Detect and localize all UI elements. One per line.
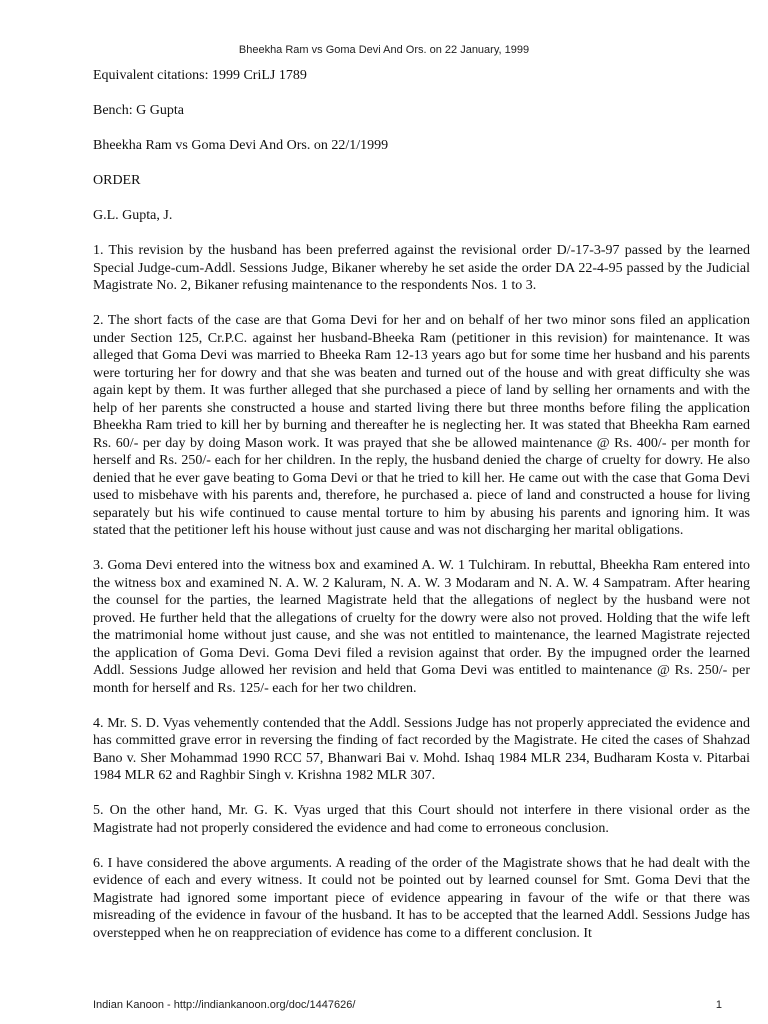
paragraph: 4. Mr. S. D. Vyas vehemently contended that the Addl. Sessions Judge has not properly appreciated the evidence and has committed grave error in reversing the finding of fact recorded by the Magistrate. He cited the cases of Shahzad Bano v. Sher Mohammad 1990 RCC 57, Bhanwari Bai v. Mohd. Ishaq 1984 MLR 234, Budharam Kosta v. Pitarbai 1984 MLR 62 and Raghbir Singh v. Krishna 1982 MLR 307.	[93, 715, 750, 783]
case-title-line: Bheekha Ram vs Goma Devi And Ors. on 22/1/1999	[93, 138, 389, 153]
paragraph: 1. This revision by the husband has been preferred against the revisional order D/-17-3-97 passed by the learned Special Judge-cum-Addl. Sessions Judge, Bikaner whereby he set aside the order DA 22-4-95 passed by the Judicial Magistrate No. 2, Bikaner refusing maintenance to the respondents Nos. 1 to 3.	[93, 243, 750, 293]
judge-line: G.L. Gupta, J.	[93, 208, 173, 223]
paragraph: 2. The short facts of the case are that Goma Devi for her and on behalf of her two minor sons filed an application under Section 125, Cr.P.C. against her husband-Bheeka Ram (petitioner in this revision) for maintenance. It was alleged that Goma Devi was married to Bheeka Ram 12-13 years ago but for some time her husband and his parents were torturing her for dowry and that she was beaten and turned out of the house and with great difficulty she was again kept by them. It was further alleged that she purchased a piece of land by selling her ornaments and with the help of her parents she constructed a house and started living there but three months before filing the application Bheekha Ram tried to kill her by burning and thereafter he is neglecting her. It was stated that Bheekha Ram earned Rs. 60/- per day by doing Mason work. It was prayed that she be allowed maintenance @ Rs. 400/- per month for herself and Rs. 250/- each for her children. In the reply, the husband denied the charge of cruelty for dowry. He also denied that he ever gave beating to Goma Devi or that he tried to kill her. He came out with the case that Goma Devi used to misbehave with his parents and, therefore, he purchased a. piece of land and constructed a house for living separately but his wife continued to cause mental torture to him by abusing his parents and ignoring him. It was stated that the petitioner left his house without just cause and was not discharging her marital obligations.	[93, 313, 750, 538]
paragraph: 6. I have considered the above arguments. A reading of the order of the Magistrate shows that he had dealt with the evidence of each and every witness. It could not be pointed out by learned counsel for Smt. Goma Devi that the Magistrate had ignored some important piece of evidence appearing in favour of the wife or that there was misreading of the evidence in favour of the husband. It has to be accepted that the learned Addl. Sessions Judge has overstepped when he on reappreciation of evidence has come to a different conclusion. It	[93, 855, 750, 941]
page-number: 1	[715, 999, 722, 1011]
citations-line: Equivalent citations: 1999 CriLJ 1789	[93, 68, 307, 83]
page-header: Bheekha Ram vs Goma Devi And Ors. on 22 January, 1999	[238, 44, 530, 56]
page-footer	[93, 999, 722, 1011]
order-heading: ORDER	[93, 173, 141, 188]
document-body	[93, 67, 750, 960]
paragraph: 5. On the other hand, Mr. G. K. Vyas urged that this Court should not interfere in there visional order as the Magistrate had not properly considered the evidence and had come to erroneous conclusion.	[93, 803, 750, 836]
bench-line: Bench: G Gupta	[93, 103, 184, 118]
source-link[interactable]: Indian Kanoon - http://indiankanoon.org/doc/1447626/	[93, 999, 356, 1011]
paragraph: 3. Goma Devi entered into the witness box and examined A. W. 1 Tulchiram. In rebuttal, Bheekha Ram entered into the witness box and examined N. A. W. 2 Kaluram, N. A. W. 3 Modaram and N. A. W. 4 Sampatram. After hearing the counsel for the parties, the learned Magistrate held that the allegations of neglect by the husband were not proved. He further held that the allegations of cruelty for the dowry were also not proved. Holding that the wife left the matrimonial home without just cause, and she was not entitled to maintenance, the learned Magistrate rejected the application of Goma Devi. Goma Devi filed a revision against that order. By the impugned order the learned Addl. Sessions Judge allowed her revision and held that Goma Devi was entitled to maintenance @ Rs. 250/- per month for herself and Rs. 125/- each for her two children.	[93, 558, 750, 696]
